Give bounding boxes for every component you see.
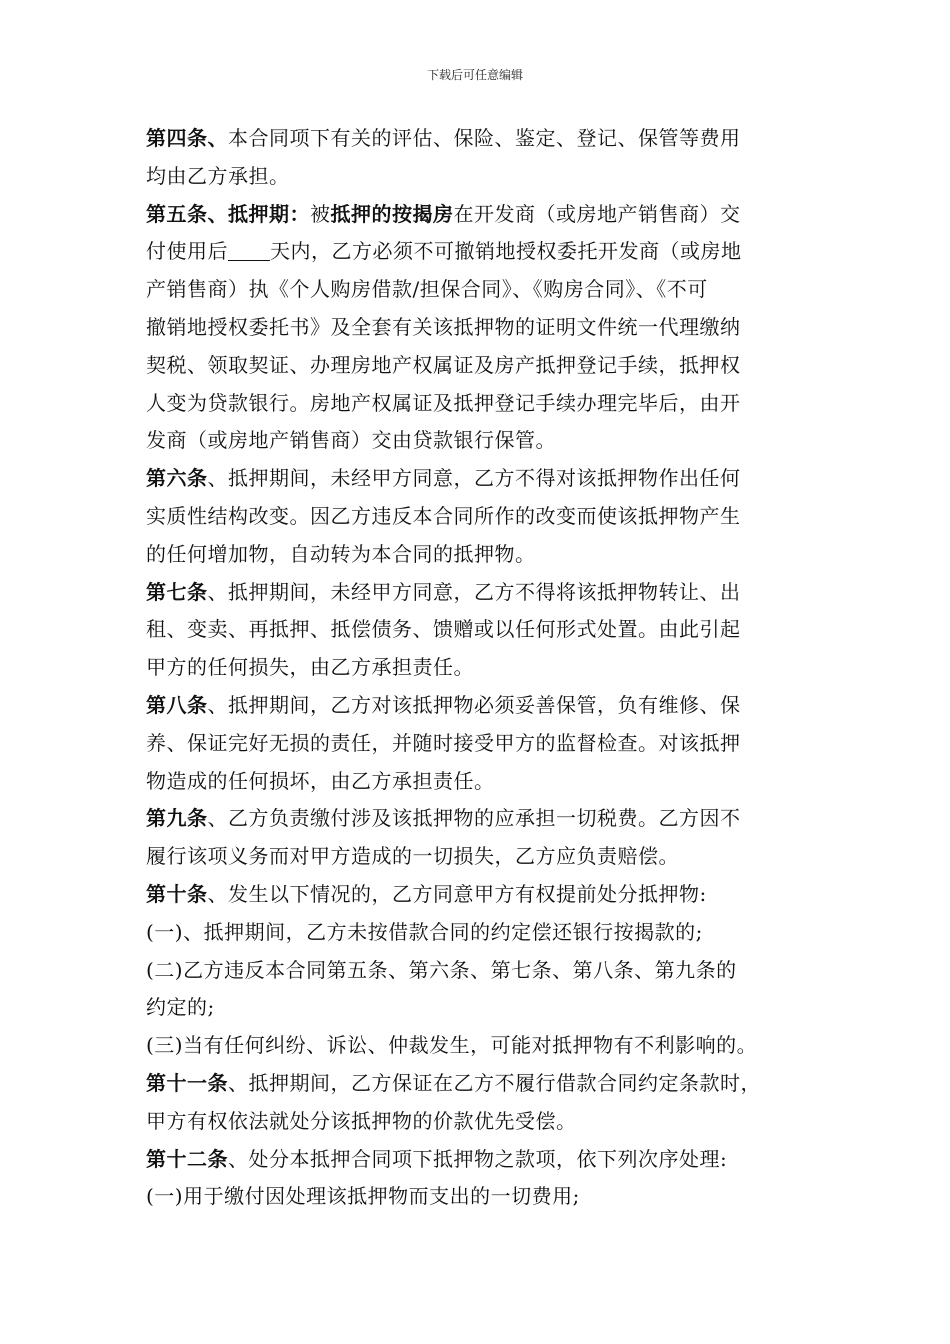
article-12-item-1: (一)用于缴付因处理该抵押物而支出的一切费用; xyxy=(146,1184,580,1209)
article-5-line-3: 产销售商）执《个人购房借款/担保合同》、《购房合同》、《不可 xyxy=(146,277,708,302)
article-11-text: 、抵押期间，乙方保证在乙方不履行借款合同约定条款时， xyxy=(228,1070,761,1095)
article-9-text: 、乙方负责缴付涉及该抵押物的应承担一切税费。乙方因不 xyxy=(207,806,741,831)
article-5-text-bold: 抵押的按揭房 xyxy=(330,201,454,226)
article-10-item-2-line-1: (二)乙方违反本合同第五条、第六条、第七条、第八条、第九条的 xyxy=(146,957,737,982)
article-6-line-1 xyxy=(146,460,808,498)
article-9-line-1 xyxy=(146,800,808,838)
article-8-line-1 xyxy=(146,687,808,725)
article-5-line-1 xyxy=(146,196,808,234)
contract-body xyxy=(146,120,808,1216)
article-7-line-1 xyxy=(146,574,808,612)
article-5-line-7: 发商（或房地产销售商）交由贷款银行保管。 xyxy=(146,428,556,453)
article-7-line-3: 甲方的任何损失，由乙方承担责任。 xyxy=(146,655,474,680)
days-blank-field xyxy=(228,238,270,261)
article-5-text-a: 被 xyxy=(310,201,331,226)
article-10-item-3: (三)当有任何纠纷、诉讼、仲裁发生，可能对抵押物有不利影响的。 xyxy=(146,1033,758,1058)
article-6-title: 第六条 xyxy=(146,466,208,491)
article-12-text: 、处分本抵押合同项下抵押物之款项，依下列次序处理: xyxy=(228,1146,728,1171)
article-7-title: 第七条 xyxy=(146,579,208,604)
article-10-text: 、发生以下情况的，乙方同意甲方有权提前处分抵押物: xyxy=(207,881,707,906)
article-9-title: 第九条 xyxy=(146,806,208,831)
article-10-item-1: (一)、抵押期间，乙方未按借款合同的约定偿还银行按揭款的; xyxy=(146,919,703,944)
article-6-text: 、抵押期间，未经甲方同意，乙方不得对该抵押物作出任何 xyxy=(207,466,741,491)
article-5-text-c: 在开发商（或房地产销售商）交 xyxy=(453,201,741,226)
article-6-line-2: 实质性结构改变。因乙方违反本合同所作的改变而使该抵押物产生 xyxy=(146,503,741,528)
article-7-line-2: 租、变卖、再抵押、抵偿债务、馈赠或以任何形式处置。由此引起 xyxy=(146,617,741,642)
article-10-line-1 xyxy=(146,876,808,914)
article-12-line-1 xyxy=(146,1141,808,1179)
article-4-line-2: 均由乙方承担。 xyxy=(146,163,290,188)
article-5-line-4: 撤销地授权委托书》及全套有关该抵押物的证明文件统一代理缴纳 xyxy=(146,314,741,339)
article-9-line-2: 履行该项义务而对甲方造成的一切损失，乙方应负责赔偿。 xyxy=(146,844,679,869)
article-4-text: 本合同项下有关的评估、保险、鉴定、登记、保管等费用 xyxy=(228,126,741,150)
article-7-text: 、抵押期间，未经甲方同意，乙方不得将该抵押物转让、出 xyxy=(207,579,741,604)
article-5-text-e: 天内，乙方必须不可撤销地授权委托开发商（或房地 xyxy=(270,239,742,264)
article-10-title: 第十条 xyxy=(146,881,208,906)
page-header: 下载后可任意编辑 xyxy=(426,68,523,82)
article-5-title: 第五条、抵押期： xyxy=(146,201,310,226)
article-11-line-1 xyxy=(146,1065,808,1103)
article-11-title: 第十一条 xyxy=(146,1070,228,1095)
article-11-line-2: 甲方有权依法就处分该抵押物的价款优先受偿。 xyxy=(146,1108,577,1133)
article-8-text: 、抵押期间，乙方对该抵押物必须妥善保管，负有维修、保 xyxy=(207,692,741,717)
article-5-line-6: 人变为贷款银行。房地产权属证及抵押登记手续办理完毕后，由开 xyxy=(146,390,741,415)
article-8-line-3: 物造成的任何损坏，由乙方承担责任。 xyxy=(146,768,495,793)
article-4-title: 第四条、 xyxy=(146,126,228,150)
article-5-line-5: 契税、领取契证、办理房地产权属证及房产抵押登记手续，抵押权 xyxy=(146,352,741,377)
article-10-item-2-line-2: 约定的; xyxy=(146,995,215,1020)
article-5-text-d: 付使用后 xyxy=(146,239,228,264)
article-6-line-3: 的任何增加物，自动转为本合同的抵押物。 xyxy=(146,541,536,566)
article-12-title: 第十二条 xyxy=(146,1146,228,1171)
article-8-line-2: 养、保证完好无损的责任，并随时接受甲方的监督检查。对该抵押 xyxy=(146,730,741,755)
article-8-title: 第八条 xyxy=(146,692,208,717)
article-5-line-2 xyxy=(146,233,808,271)
article-4-line-1 xyxy=(146,120,808,158)
